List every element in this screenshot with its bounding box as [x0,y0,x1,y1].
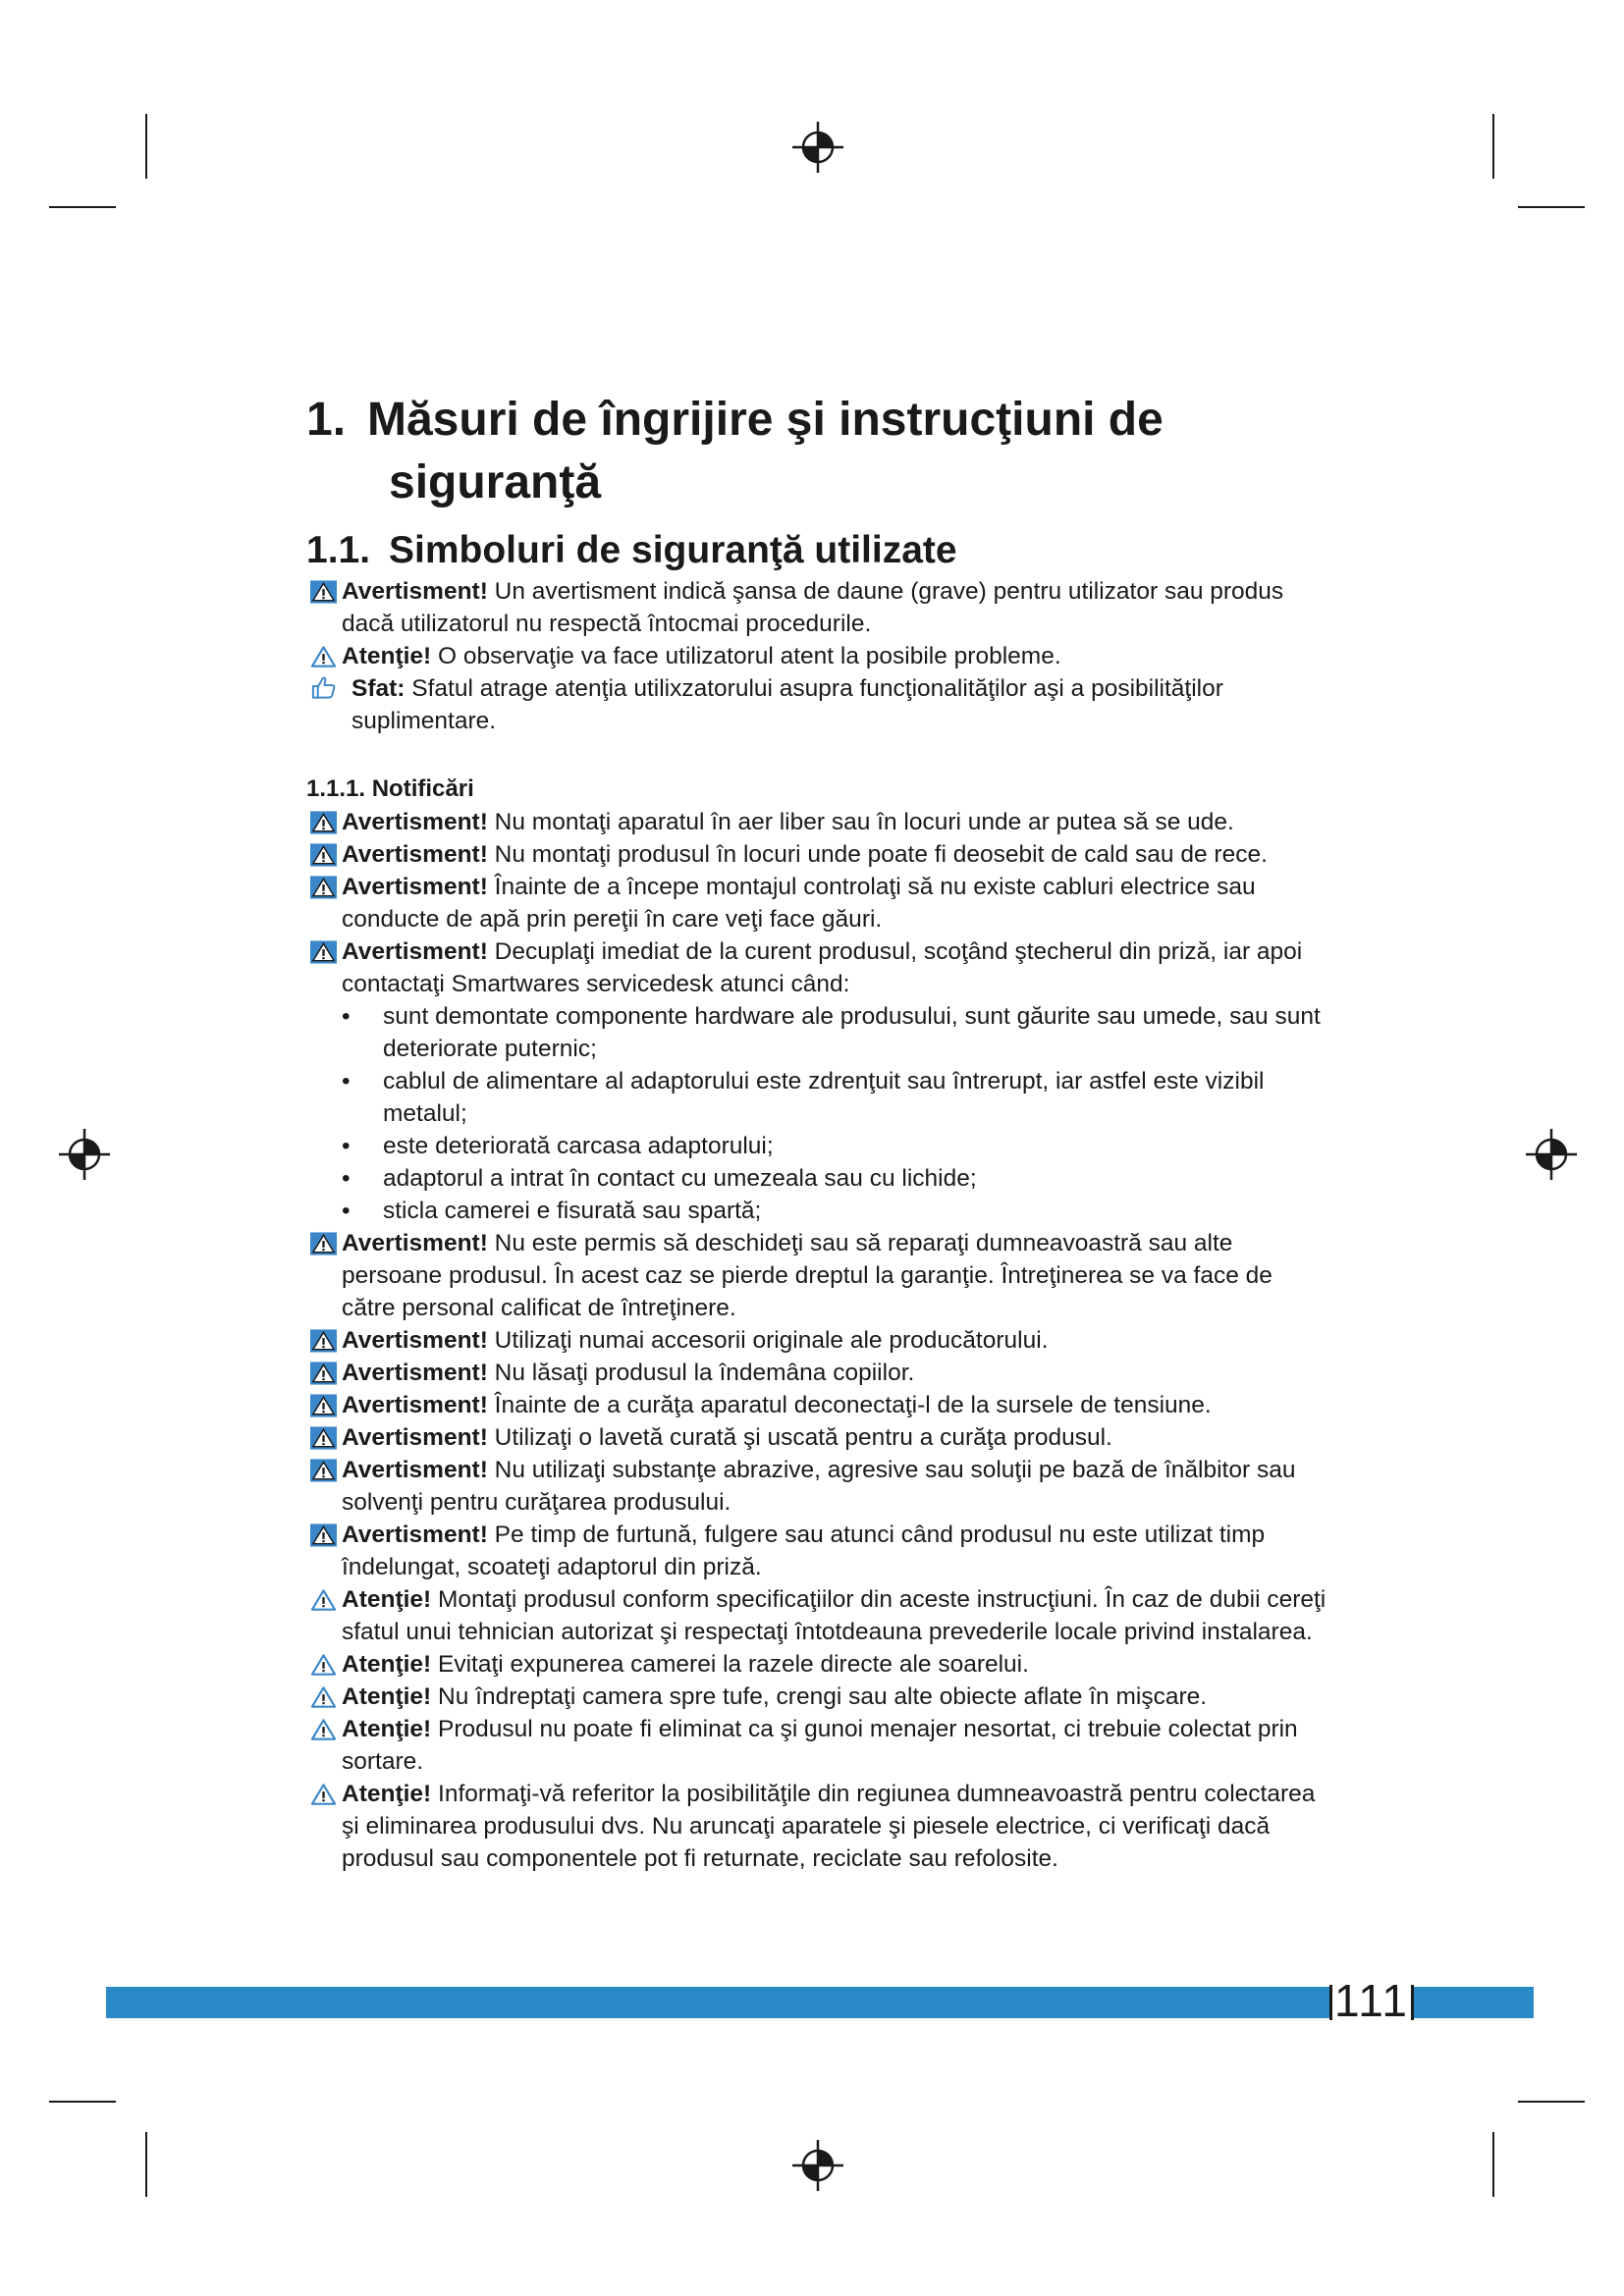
notice-list [306,1227,1327,1875]
chapter-title-line1: Măsuri de îngrijire şi instrucţiuni de [367,394,1164,446]
warning-filled-icon [310,1329,337,1353]
notice-text: Informaţi-vă referitor la posibilităţile din regiunea dumneavoastră pentru colectarea şi eliminarea produsului dvs. Nu aruncaţi aparatele şi piesele electrice, ci verificaţi dacă produsul sau componentele pot fi returnate, reciclate sau refolosite. [342,1781,1316,1872]
notice-item [306,1454,1327,1519]
notice-text: Utilizaţi numai accesorii originale ale producătorului. [487,1327,1049,1354]
list-item: • adaptorul a intrat în contact cu umezeala sau cu lichide; [342,1162,1327,1195]
notice-item [306,1227,1327,1324]
caution-outline-icon [310,1588,337,1612]
symbol-label: Avertisment! [342,578,488,605]
notice-text: Nu montaţi produsul în locuri unde poate fi deosebit de cald sau de rece. [487,841,1268,868]
caution-outline-icon [310,645,337,668]
caution-outline-icon [310,1685,337,1709]
crop-mark-top-left [145,114,147,179]
notice-item [306,1713,1327,1778]
notice-item [306,838,1327,871]
notice-text: Nu montaţi aparatul în aer liber sau în locuri unde ar putea să se ude. [487,809,1234,835]
symbol-label: Atenţie! [342,643,432,669]
symbol-caution [306,640,1327,672]
notice-item [306,806,1327,838]
notice-item [306,935,1327,1000]
registration-mark-bottom-icon [790,2138,845,2193]
crop-mark-top-right [1492,114,1494,179]
notice-item [306,1421,1327,1454]
page-number: 111 [1327,1971,1416,2030]
chapter-title-line2: siguranţă [389,456,602,508]
symbol-text: Un avertisment indică şansa de daune (grave) pentru utilizator sau produs dacă utilizatorul nu respectă întocmai procedurile. [342,578,1284,637]
notice-label: Avertisment! [342,1522,488,1548]
crop-mark-bottom-right-h [1518,2101,1585,2103]
subsection-heading: 1.1.1. Notificări [306,775,474,802]
crop-mark-top-left-h [49,206,116,208]
registration-mark-right-icon [1524,1127,1579,1182]
crop-mark-bottom-left-h [49,2101,116,2103]
notice-label: Avertisment! [342,841,488,868]
caution-outline-icon [310,1783,337,1806]
notice-text: Înainte de a începe montajul controlaţi să nu existe cabluri electrice sau conducte de apă prin pereţii în care veţi face găuri. [342,874,1256,933]
symbol-warning [306,575,1327,640]
symbol-text: O observaţie va face utilizatorul atent la posibile probleme. [431,643,1061,669]
notice-text: Nu utilizaţi substanţe abrazive, agresive sau soluţii pe bază de înălbitor sau solvenţi pentru curăţarea produsului. [342,1457,1296,1516]
notice-item [306,1389,1327,1421]
section-number: 1.1. [306,529,371,571]
footer-bar-right [1414,1987,1534,2018]
page-content [306,389,1327,1875]
notice-text: Utilizaţi o lavetă curată şi uscată pentru a curăţa produsul. [487,1424,1112,1451]
notice-label: Atenţie! [342,1716,432,1742]
crop-mark-bottom-left [145,2132,147,2197]
notice-text: Pe timp de furtună, fulgere sau atunci când produsul nu este utilizat timp îndelungat, scoateţi adaptorul din priză. [342,1522,1266,1580]
warning-filled-icon [310,811,337,834]
list-item: • este deteriorată carcasa adaptorului; [342,1130,1327,1162]
notice-text: Nu îndreptaţi camera spre tufe, crengi sau alte obiecte aflate în mişcare. [431,1683,1208,1710]
registration-mark-top-icon [790,120,845,175]
condition-list [306,1000,1327,1227]
notice-label: Avertisment! [342,938,488,965]
notice-item [306,1648,1327,1681]
notice-label: Atenţie! [342,1683,432,1710]
notice-item [306,871,1327,935]
notice-label: Avertisment! [342,874,488,900]
symbol-label: Sfat: [352,675,406,702]
notice-label: Avertisment! [342,1424,488,1451]
notice-item [306,1357,1327,1389]
notice-text: Înainte de a curăţa aparatul deconectaţi-l de la sursele de tensiune. [487,1392,1212,1418]
notice-item [306,1778,1327,1875]
notice-label: Atenţie! [342,1586,432,1613]
warning-filled-icon [310,1523,337,1547]
notice-text: Nu este permis să deschideţi sau să reparaţi dumneavoastră sau alte persoane produsul. În acest caz se pierde dreptul la garanţie. Întreţinerea se va face de către personal calificat de întreţinere. [342,1230,1272,1321]
notice-item [306,1681,1327,1713]
warning-filled-icon [310,580,337,604]
notice-label: Avertisment! [342,1392,488,1418]
caution-outline-icon [310,1718,337,1741]
notice-label: Avertisment! [342,809,488,835]
warning-filled-icon [310,940,337,964]
notice-text: Nu lăsaţi produsul la îndemâna copiilor. [487,1360,915,1386]
notice-item [306,1324,1327,1357]
chapter-heading [306,389,1327,514]
notice-item [306,1519,1327,1583]
warning-filled-icon [310,843,337,867]
notice-label: Atenţie! [342,1781,432,1807]
notice-text: Evitaţi expunerea camerei la razele directe ale soarelui. [431,1651,1029,1678]
list-item: • cablul de alimentare al adaptorului este zdrenţuit sau întrerupt, iar astfel este vizibil metalul; [342,1065,1327,1130]
caution-outline-icon [310,1653,337,1677]
crop-mark-top-right-h [1518,206,1585,208]
symbol-text: Sfatul atrage atenţia utilixzatorului asupra funcţionalităţilor aşi a posibilităţilor suplimentare. [352,675,1223,734]
registration-mark-left-icon [57,1127,112,1182]
symbol-tip [306,672,1327,737]
notice-text: Decuplaţi imediat de la curent produsul, scoţând ştecherul din priză, iar apoi contactaţi Smartwares servicedesk atunci când: [342,938,1303,997]
notice-text: Montaţi produsul conform specificaţiilor din aceste instrucţiuni. În caz de dubii cereţi sfatul unui tehnician autorizat şi respectaţi întotdeauna prevederile locale privind instalarea. [342,1586,1326,1645]
notice-label: Avertisment! [342,1327,488,1354]
thumbs-up-icon [310,674,337,700]
list-item: • sunt demontate componente hardware ale produsului, sunt găurite sau umede, sau sunt deteriorate puternic; [342,1000,1327,1065]
section-title: Simboluri de siguranţă utilizate [389,529,957,571]
warning-filled-icon [310,1459,337,1482]
crop-mark-bottom-right [1492,2132,1494,2197]
notice-item [306,1583,1327,1648]
notice-label: Atenţie! [342,1651,432,1678]
warning-filled-icon [310,1394,337,1417]
footer-bar-left [106,1987,1331,2018]
section-heading [306,526,1327,575]
warning-filled-icon [310,1232,337,1255]
chapter-number: 1. [306,394,347,446]
notice-label: Avertisment! [342,1360,488,1386]
notice-label: Avertisment! [342,1230,488,1256]
warning-filled-icon [310,876,337,899]
notice-text: Produsul nu poate fi eliminat ca şi gunoi menajer nesortat, ci trebuie colectat prin sortare. [342,1716,1298,1775]
warning-filled-icon [310,1362,337,1385]
notice-label: Avertisment! [342,1457,488,1483]
warning-filled-icon [310,1426,337,1450]
list-item: • sticla camerei e fisurată sau spartă; [342,1195,1327,1227]
